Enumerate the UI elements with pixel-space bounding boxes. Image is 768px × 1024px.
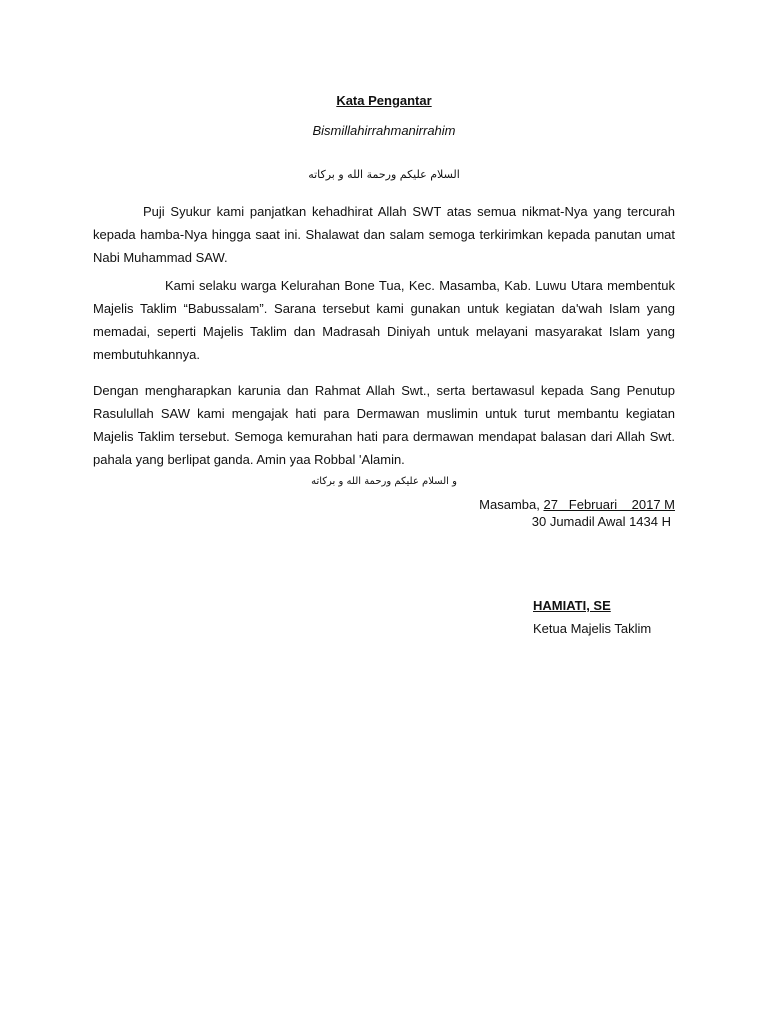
date-line [479,497,675,512]
signatory-role: Ketua Majelis Taklim [533,621,652,636]
document-title: Kata Pengantar [336,93,432,108]
paragraph-appeal: Dengan mengharapkan karunia dan Rahmat Allah Swt., serta bertawasul kepada Sang Penutup Rasulullah SAW kami mengajak hati para Dermawan muslimin untuk turut membantu kegiatan Majelis Taklim tersebut. Semoga kemurahan hati para dermawan mendapat balasan dari Allah Swt. pahala yang berlipat ganda. Amin yaa Robbal 'Alamin. [93,383,675,467]
arabic-closing: و السلام عليكم ورحمة الله و بركاته [311,476,457,487]
basmala: Bismillahirrahmanirrahim [312,123,456,138]
place-name: Masamba, [479,497,544,512]
paragraph-opening: Puji Syukur kami panjatkan kehadhirat Allah SWT atas semua nikmat-Nya yang tercurah kepada hamba-Nya hingga saat ini. Shalawat dan salam semoga terkirimkan kepada panutan umat Nabi Muhammad SAW. [93,204,675,265]
hijri-date: 30 Jumadil Awal 1434 H [531,514,671,529]
arabic-greeting: السلام عليكم ورحمة الله و بركاته [308,168,460,181]
signatory-name: HAMIATI, SE [533,598,611,613]
gregorian-date: 27 Februari 2017 M [543,497,675,512]
paragraph-organization: Kami selaku warga Kelurahan Bone Tua, Kec. Masamba, Kab. Luwu Utara membentuk Majelis Taklim “Babussalam”. Sarana tersebut kami gunakan untuk kegiatan da'wah Islam yang memadai, seperti Majelis Taklim dan Madrasah Diniyah untuk melayani masyarakat Islam yang membutuhkannya. [93,278,675,362]
